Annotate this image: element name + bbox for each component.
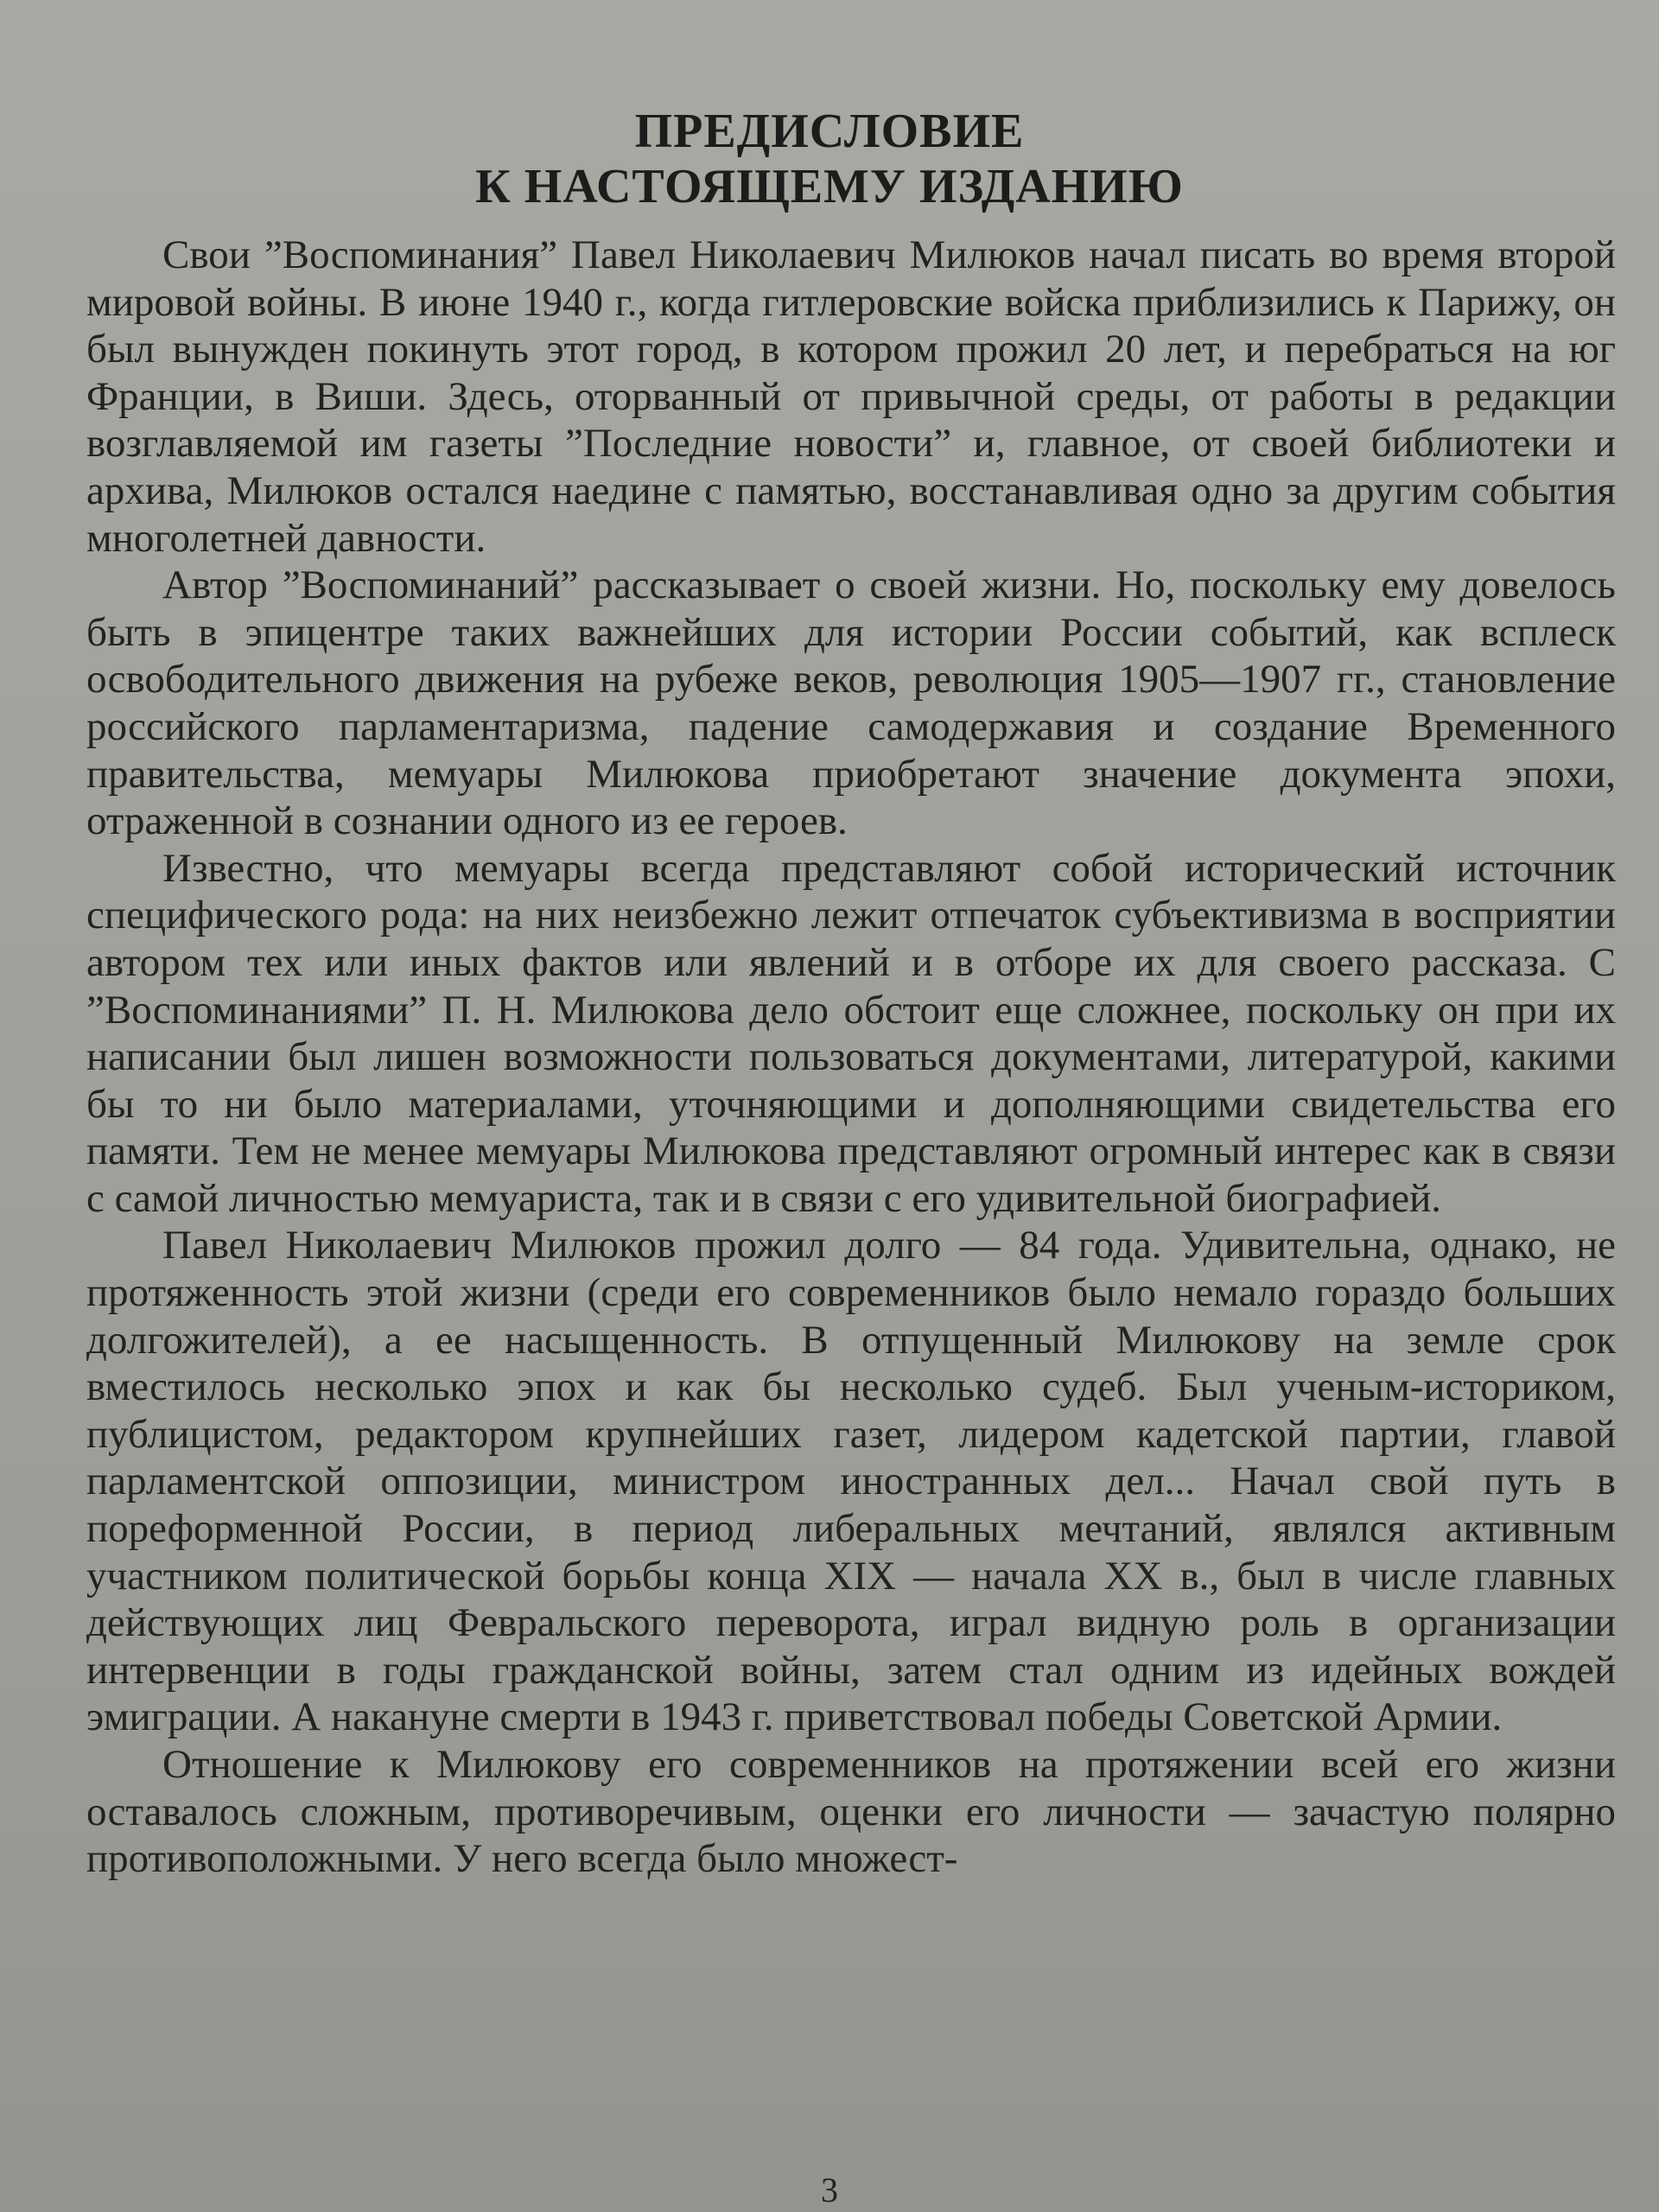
title-line-2: К НАСТОЯЩЕМУ ИЗДАНИЮ [475,160,1184,213]
page-title [0,104,1659,214]
paragraph-5: Отношение к Милюкову его современников на протяжении всей его жизни оставалось сложным, противоречивым, оценки его личности — зачастую полярно противоположными. У него всегда было множест- [86,1742,1616,1882]
paragraph-3: Известно, что мемуары всегда представляют собой исторический источник специфического рода: на них неизбежно лежит отпечаток субъективизма в восприятии автором тех или иных фактов или явлений и в отборе их для своего рассказа. С ”Воспоминаниями” П. Н. Милюкова дело обстоит еще сложнее, поскольку он при их написании был лишен возможности пользоваться документами, литературой, какими бы то ни было материалами, уточняющими и дополняющими свидетельства его памяти. Тем не менее мемуары Милюкова представляют огромный интерес как в связи с самой личностью мемуариста, так и в связи с его удивительной биографией. [86,845,1616,1221]
title-line-1: ПРЕДИСЛОВИЕ [634,105,1025,158]
paragraph-1: Свои ”Воспоминания” Павел Николаевич Милюков начал писать во время второй мировой войны. В июне 1940 г., когда гитлеровские войска приблизились к Парижу, он был вынужден покинуть этот город, в котором прожил 20 лет, и перебраться на юг Франции, в Виши. Здесь, оторванный от привычной среды, от работы в редакции возглавляемой им газеты ”Последние новости” и, главное, от своей библиотеки и архива, Милюков остался наедине с памятью, восстанавливая одно за другим события многолетней давности. [86,232,1616,561]
paragraph-4: Павел Николаевич Милюков прожил долго — 84 года. Удивительна, однако, не протяженность этой жизни (среди его современников было немало гораздо больших долгожителей), а ее насыщенность. В отпущенный Милюкову на земле срок вместилось несколько эпох и как бы несколько судеб. Был ученым-историком, публицистом, редактором крупнейших газет, лидером кадетской партии, главой парламентской оппозиции, министром иностранных дел... Начал свой путь в пореформенной России, в период либеральных мечтаний, являлся активным участником политической борьбы конца XIX — начала XX в., был в числе главных действующих лиц Февральского переворота, играл видную роль в организации интервенции в годы гражданской войны, затем стал одним из идейных вождей эмиграции. А накануне смерти в 1943 г. приветствовал победы Советской Армии. [86,1223,1616,1740]
paragraph-2: Автор ”Воспоминаний” рассказывает о своей жизни. Но, поскольку ему довелось быть в эпицентре таких важнейших для истории России событий, как всплеск освободительного движения на рубеже веков, революция 1905—1907 гг., становление российского парламентаризма, падение самодержавия и создание Временного правительства, мемуары Милюкова приобретают значение документа эпохи, отраженной в сознании одного из ее героев. [86,563,1616,844]
page-number: 3 [821,2171,838,2209]
body-text [86,232,1616,1883]
